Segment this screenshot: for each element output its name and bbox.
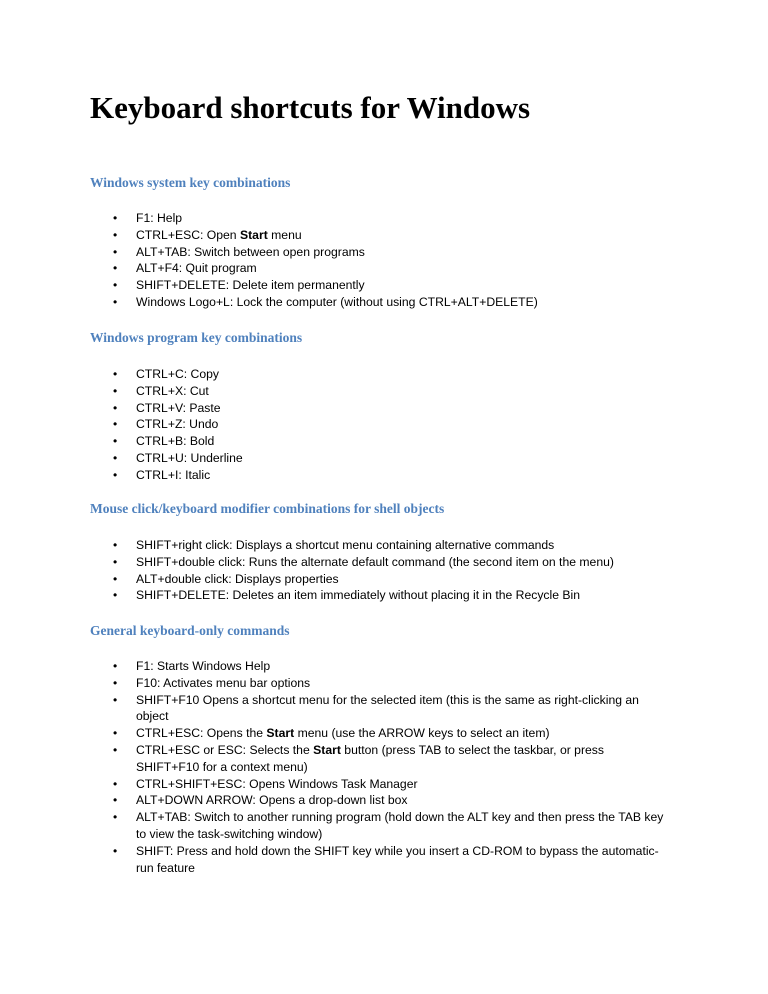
list-item: • CTRL+ESC: Open Start menu [0,227,768,244]
list-item: • SHIFT+F10 Opens a shortcut menu for the selected item (this is the same as right-clicking an object [0,692,768,726]
list-item: • CTRL+ESC or ESC: Selects the Start button (press TAB to select the taskbar, or press SHIFT+F10 for a context menu) [0,742,768,776]
list-item: • CTRL+SHIFT+ESC: Opens Windows Task Manager [0,776,768,793]
list-item: • ALT+TAB: Switch to another running program (hold down the ALT key and then press the TAB key to view the task-switching window) [0,809,768,843]
list-item: • ALT+TAB: Switch between open programs [0,244,768,261]
list-item: • ALT+F4: Quit program [0,260,768,277]
list-item: • CTRL+V: Paste [0,400,768,417]
list-item: • SHIFT+DELETE: Delete item permanently [0,277,768,294]
program-keys-list [0,366,768,484]
list-item: • F1: Starts Windows Help [0,658,768,675]
section-heading-system-keys: Windows system key combinations [90,175,291,190]
list-item: • CTRL+X: Cut [0,383,768,400]
list-item: • CTRL+I: Italic [0,467,768,484]
section-heading-mouse-modifiers: Mouse click/keyboard modifier combinations for shell objects [90,501,445,516]
section-heading-keyboard-only: General keyboard-only commands [90,623,290,638]
section-heading-program-keys: Windows program key combinations [90,330,303,345]
mouse-modifiers-list [0,537,768,604]
list-item: • CTRL+ESC: Opens the Start menu (use the ARROW keys to select an item) [0,725,768,742]
list-item: • SHIFT: Press and hold down the SHIFT key while you insert a CD-ROM to bypass the automatic-run feature [0,843,768,877]
list-item: • ALT+double click: Displays properties [0,571,768,588]
list-item: • SHIFT+double click: Runs the alternate default command (the second item on the menu) [0,554,768,571]
list-item: • ALT+DOWN ARROW: Opens a drop-down list box [0,792,768,809]
list-item: • F10: Activates menu bar options [0,675,768,692]
page-title: Keyboard shortcuts for Windows [90,90,531,125]
list-item: • CTRL+C: Copy [0,366,768,383]
list-item: • CTRL+U: Underline [0,450,768,467]
keyboard-only-list [0,658,768,876]
list-item: • SHIFT+DELETE: Deletes an item immediately without placing it in the Recycle Bin [0,587,768,604]
list-item: • F1: Help [0,210,768,227]
list-item: • CTRL+B: Bold [0,433,768,450]
list-item: • Windows Logo+L: Lock the computer (without using CTRL+ALT+DELETE) [0,294,768,311]
list-item: • SHIFT+right click: Displays a shortcut menu containing alternative commands [0,537,768,554]
list-item: • CTRL+Z: Undo [0,416,768,433]
system-keys-list [0,210,768,311]
